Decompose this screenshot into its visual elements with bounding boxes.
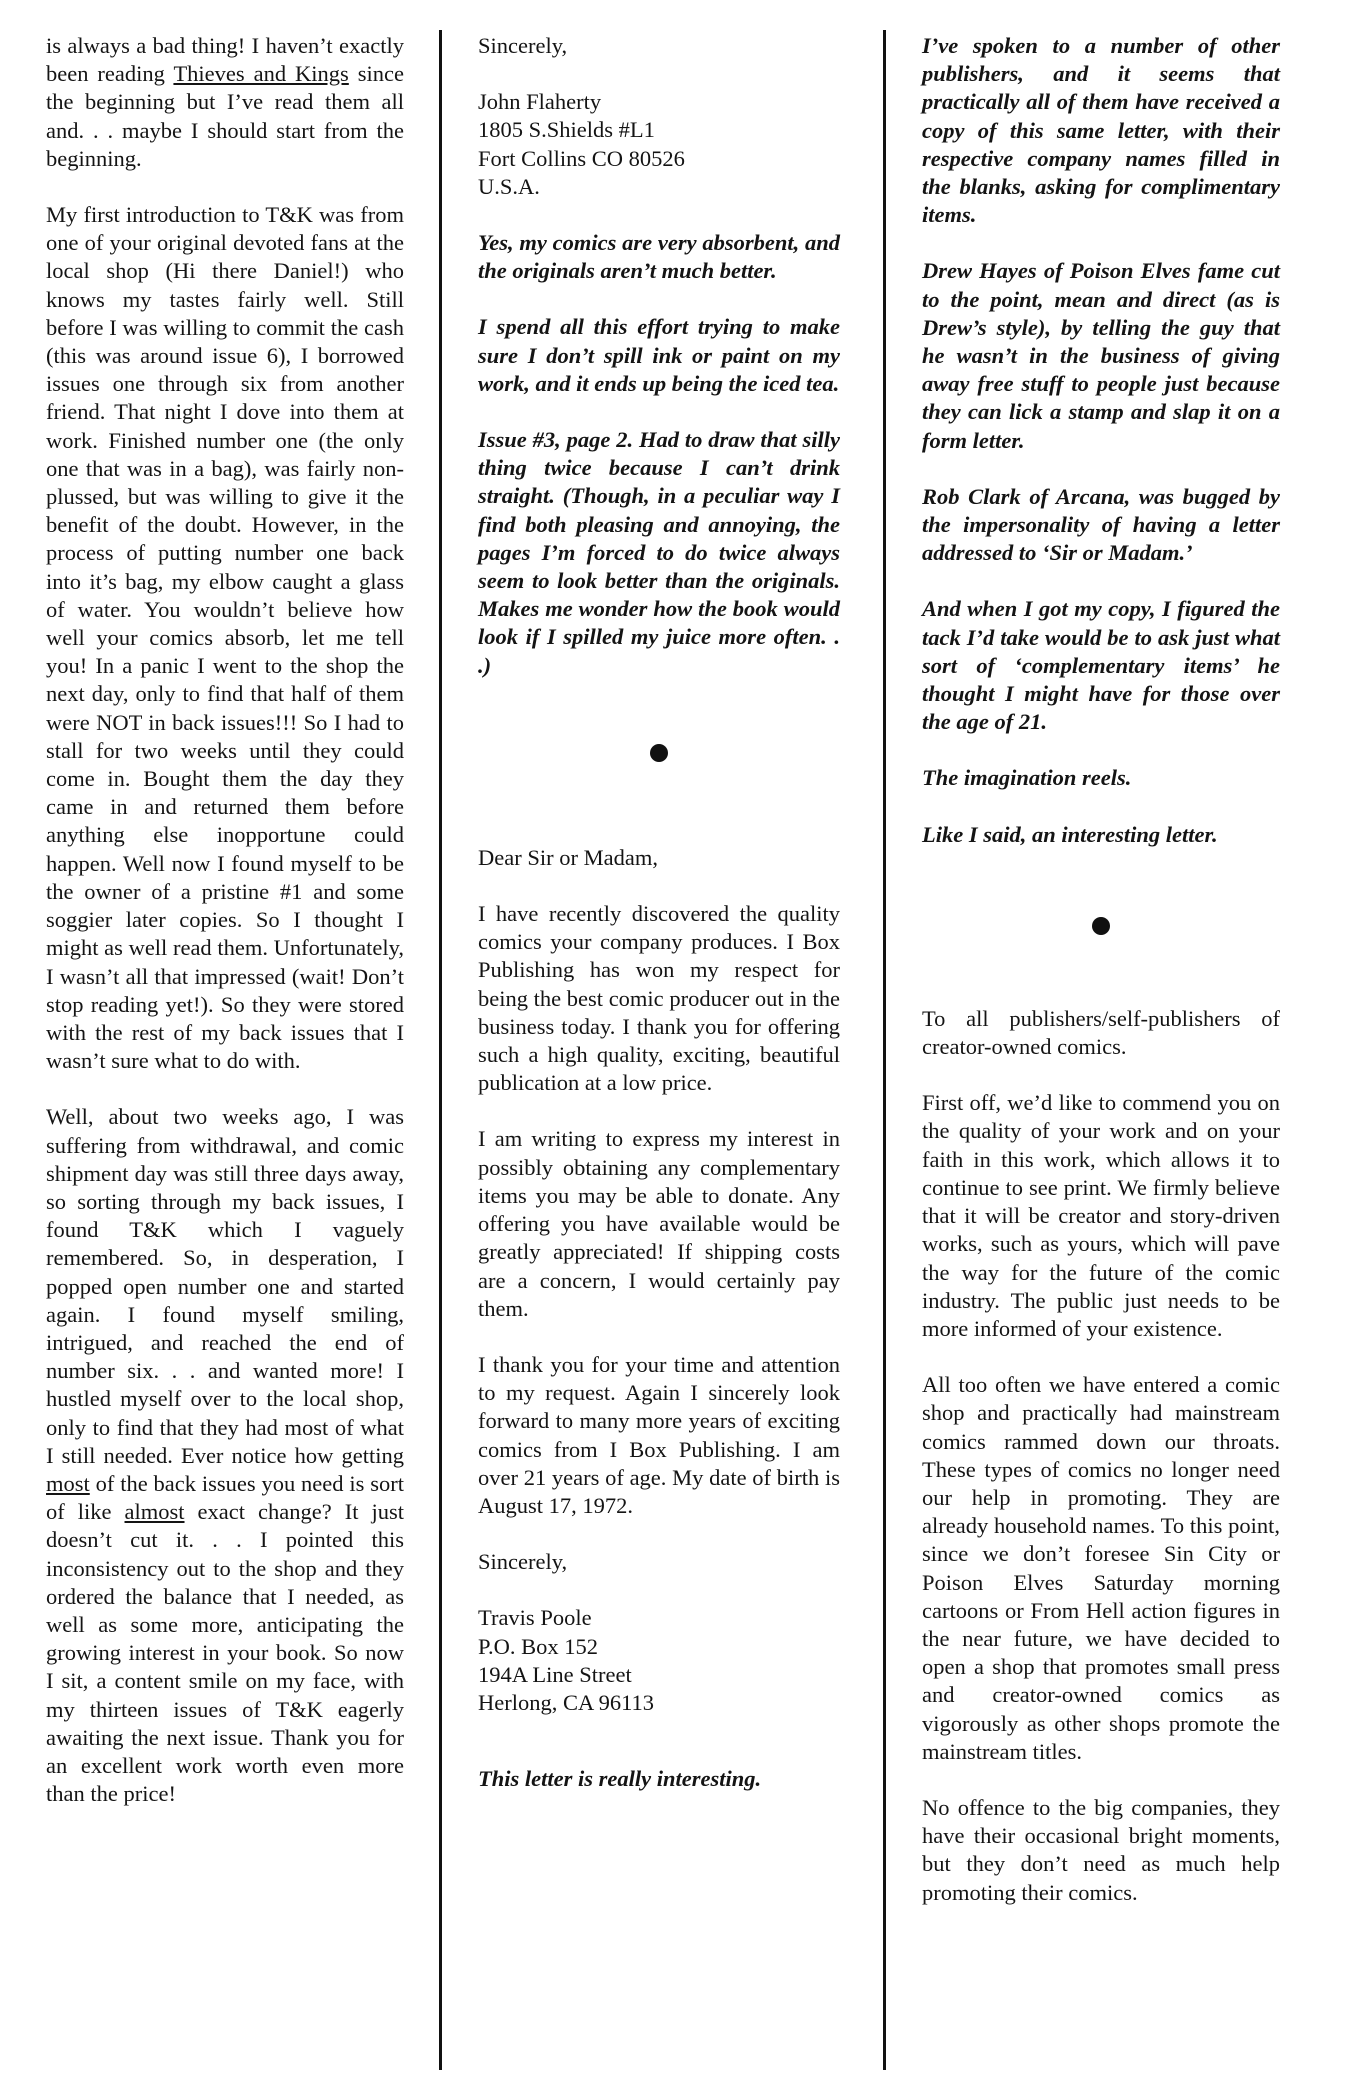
letter-paragraph: My first introduction to T&K was from one of your original devoted fans at the local shop (Hi there Daniel!) who knows my tastes fairly well. Still before I was willing to commit the cash (this was around issue 6), I borrowed issues one through six from another friend. That night I dove into them at work. Finished number one (the only one that was in a bag), was fairly non-plussed, but was willing to give it the benefit of the doubt. However, in the process of putting number one back into it’s bag, my elbow caught a glass of water. You wouldn’t believe how well your comics absorb, let me tell you! In a panic I went to the shop the next day, only to find that half of them were NOT in back issues!!! So I had to stall for two weeks until they could come in. Bought them the day they came in and returned them before anything else inopportune could happen. Well now I found myself to be the owner of a pristine #1 and some soggier later copies. So I thought I might as well read them. Unfortunately, I wasn’t all that impressed (wait! Don’t stop reading yet!). So they were stored with the rest of my back issues that I wasn’t sure what to do with. <box>46 202 404 1074</box>
section-bullet-icon <box>1092 917 1110 935</box>
editor-response: Yes, my comics are very absorbent, and the originals aren’t much better. <box>478 230 840 284</box>
letter-paragraph: is always a bad thing! I haven’t exactly been reading Thieves and Kings since the beginning but I’ve read them all and. . . maybe I should start from the beginning. <box>46 33 404 171</box>
column-divider-right <box>883 30 886 2070</box>
letter-salutation: Dear Sir or Madam, <box>478 844 658 870</box>
letter-paragraph: No offence to the big companies, they have their occasional bright moments, but they don’t need as much help promoting their comics. <box>922 1794 1280 1905</box>
editor-response: And when I got my copy, I figured the tack I’d take would be to ask just what sort of ‘complementary items’ he thought I might have for those over the age of 21. <box>922 596 1280 735</box>
editor-response: Drew Hayes of Poison Elves fame cut to the point, mean and direct (as is Drew’s style), by telling the guy that he wasn’t in the business of giving away free stuff to people just because they can lick a stamp and slap it on a form letter. <box>922 258 1280 453</box>
letter-paragraph: I am writing to express my interest in possibly obtaining any complementary items you may be able to donate. Any offering you have available would be greatly appreciated! If shipping costs are a concern, I would certainly pay them. <box>478 1126 840 1321</box>
letter-paragraph: I have recently discovered the quality comics your company produces. I Box Publishing has won my respect for being the best comic producer out in the business today. I thank you for offering such a high quality, exciting, beautiful publication at a low price. <box>478 901 840 1096</box>
letter-paragraph: Well, about two weeks ago, I was suffering from withdrawal, and comic shipment day was still three days away, so sorting through my back issues, I found T&K which I vaguely remembered. So, in desperation, I popped open number one and started again. I found myself smiling, intrigued, and reached the end of number six. . . and wanted more! I hustled myself over to the local shop, only to find that they had most of what I still needed. Ever notice how getting most of the back issues you need is sort of like almost exact change? It just doesn’t cut it. . . I pointed this inconsistency out to the shop and they ordered the balance that I needed, as well as some more, anticipating the growing interest in your book. So now I sit, a content smile on my face, with my thirteen issues of T&K eagerly awaiting the next issue. Thank you for an excellent work worth even more than the price! <box>46 1104 404 1807</box>
column-one <box>46 32 404 1836</box>
column-two <box>478 32 840 1821</box>
letter-paragraph: I thank you for your time and attention to my request. Again I sincerely look forward to many more years of exciting comics from I Box Publishing. I am over 21 years of age. My date of birth is August 17, 1972. <box>478 1351 840 1518</box>
column-three <box>922 32 1280 1907</box>
editor-response: Rob Clark of Arcana, was bugged by the impersonality of having a letter addressed to ‘Sir or Madam.’ <box>922 483 1280 566</box>
book-title: Thieves and Kings <box>173 61 349 87</box>
letter-closing: Sincerely, <box>478 1549 568 1575</box>
editor-response: Issue #3, page 2. Had to draw that silly thing twice because I can’t drink straight. (Though, in a peculiar way I find both pleasing and annoying, the pages I’m forced to do twice always seem to look better than the originals. Makes me wonder how the book would look if I spilled my juice more often. . .) <box>478 427 840 678</box>
editor-response: I spend all this effort trying to make sure I don’t spill ink or paint on my work, and it ends up being the iced tea. <box>478 314 840 396</box>
sender-address: Travis Poole P.O. Box 152 194A Line Street Herlong, CA 96113 <box>478 1605 655 1715</box>
letter-closing: Sincerely, <box>478 33 568 58</box>
editor-response: I’ve spoken to a number of other publishers, and it seems that practically all of them have received a copy of this same letter, with their respective company names filled in the blanks, asking for complimentary items. <box>922 33 1280 228</box>
editor-response: The imagination reels. <box>922 765 1132 791</box>
column-divider-left <box>439 30 442 2070</box>
letter-paragraph: All too often we have entered a comic shop and practically had mainstream comics rammed down our throats. These types of comics no longer need our help in promoting. They are already household names. To this point, since we don’t foresee Sin City or Poison Elves Saturday morning cartoons or From Hell action figures in the near future, we have decided to open a shop that promotes small press and creator-owned comics as vigorously as other shops promote the mainstream titles. <box>922 1372 1280 1764</box>
editor-response: This letter is really interesting. <box>478 1766 762 1792</box>
editor-response: Like I said, an interesting letter. <box>922 821 1218 847</box>
letter-paragraph: To all publishers/self-publishers of creator-owned comics. <box>922 1005 1280 1060</box>
sender-address: John Flaherty 1805 S.Shields #L1 Fort Collins CO 80526 U.S.A. <box>478 89 685 199</box>
letter-paragraph: First off, we’d like to commend you on the quality of your work and on your faith in this work, which allows it to continue to see print. We firmly believe that it will be creator and story-driven works, such as yours, which will pave the way for the future of the comic industry. The public just needs to be more informed of your existence. <box>922 1090 1280 1341</box>
section-bullet-icon <box>650 744 668 762</box>
